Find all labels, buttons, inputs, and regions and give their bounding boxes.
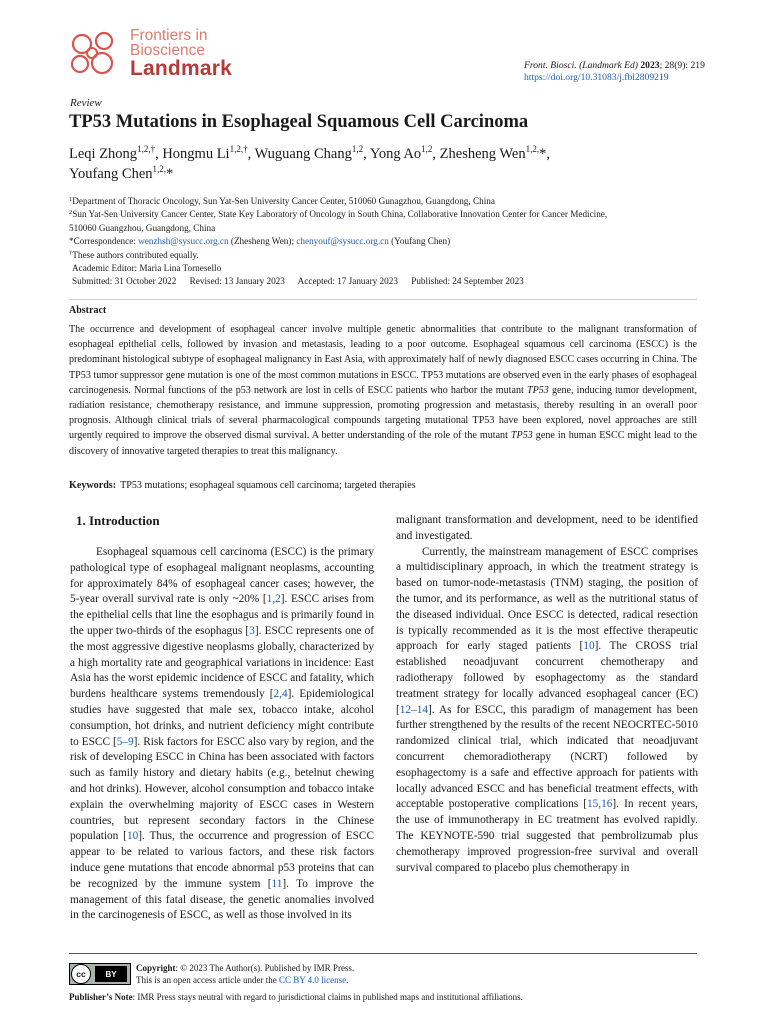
date-published: Published: 24 September 2023 <box>411 276 524 287</box>
keywords: Keywords: TP53 mutations; esophageal squamous cell carcinoma; targeted therapies <box>69 480 416 491</box>
affiliation-2-cont: 510060 Guangzhou, Guangdong, China <box>69 222 216 233</box>
date-revised: Revised: 13 January 2023 <box>189 276 285 287</box>
intro-paragraph-1: Esophageal squamous cell carcinoma (ESCC) is the primary pathological type of esophageal malignant neoplasms, accounting for approximately 84% of esophageal cancer cases; however, the 5-year overall survival rate is only ~20% [1,2]. ESCC arises from the epithelial cells that line the esophagus and is primarily found in the upper two-thirds of the esophagus [3]. ESCC represents one of the most aggressive digestive neoplasms globally, characterized by a high mortality rate and geographical variations in incidence: East Asia has the worst epidemic incidence of ESCC and fatality, which burdens healthcare systems tremendously [2,4]. Epidemiological studies have suggested that male sex, tobacco intake, alcohol consumption, hot drinks, and nutrient deficiency might contribute to ESCC [5–9]. Risk factors for ESCC also vary by region, and the risk of developing ESCC in China has been associated with factors such as family history and dietary habits (e.g., betelnut chewing and hot drinks). However, alcohol consumption and tobacco intake explain the overwhelming majority of ESCC cases in Western countries, but represent secondary factors in the Chinese population [10]. Thus, the occurrence and progression of ESCC appear to be related to various factors, and these risk factors induce gene mutations that encode abnormal p53 proteins that can be recognized by the immune system [11]. To improve the management of this fatal disease, the genetic anomalies involved in the carcinogenesis of ESCC, as well as those involved in its <box>70 546 375 922</box>
doi-link[interactable]: https://doi.org/10.31083/j.fbl2809219 <box>524 71 669 83</box>
journal-name: Front. Biosci. (Landmark Ed) <box>524 60 638 71</box>
author-5: Zhesheng Wen <box>439 146 526 162</box>
logo-line3: Landmark <box>130 57 232 80</box>
ref-link[interactable]: 1,2 <box>266 593 281 606</box>
ref-link[interactable]: 3 <box>249 624 255 637</box>
abstract-text: The occurrence and development of esophageal cancer involve multiple genetic abnormalities that contribute to the malignant transformation of esophageal epithelial cells, followed by invasion and metastasis, leading to a poor outcome. Esophageal squamous cell carcinoma (ESCC) is the predominant histological subtype of esophageal malignancy in East Asia, with approximately half of newly diagnosed ESCC cases occurring in China. The TP53 tumor suppressor gene mutation is one of the most common mutations in ESCC. TP53 mutations are observed even in the early phases of esophageal carcinogenesis. Normal functions of the p53 network are lost in cells of ESCC patients who harbor the mutant TP53 gene, inducing tumor development, radiation resistance, chemotherapy resistance, and immune suppression, promoting progression and metastasis, thereby resulting in an overall poor prognosis. Although clinical trials of several pharmacological compounds targeting mutational TP53 have been explored, novel approaches are still urgently required to improve the observed dismal survival. A better understanding of the role of the mutant TP53 gene in human ESCC might lead to the discovery of innovative targeted therapies to treat this malignancy. <box>69 324 698 457</box>
ref-link[interactable]: 2,4 <box>273 688 288 701</box>
logo-line2: Bioscience <box>130 42 205 59</box>
license-link[interactable]: CC BY 4.0 license <box>278 975 347 985</box>
cc-icon: cc <box>71 964 91 984</box>
intro-paragraph-1-cont: malignant transformation and development, need to be identified and investigated. <box>396 514 698 542</box>
correspondence: *Correspondence: wenzhsh@sysucc.org.cn (Zhesheng Wen); chenyouf@sysucc.org.cn (Youfang Chen) <box>69 236 451 247</box>
intro-paragraph-2: Currently, the mainstream management of ESCC comprises a multidisciplinary approach, in which the treatment strategy is based on tumor-node-metastasis (TNM) staging, the position of the tumor, and its performance, as well as the nutritional status of the diseased individual. Once ESCC is detected, radical resection is typically recommended as it is the most effective therapeutic approach for early staged patients [10]. The CROSS trial established neoadjuvant concurrent chemotherapy and radiotherapy followed by esophagectomy as the standard treatment strategy for locally advanced esophageal cancer (EC) [12–14]. As for ESCC, this paradigm of management has been further strengthened by the results of the recent NEOCRTEC-5010 randomized clinical trial, which indicated that neoadjuvant concurrent chemoradiotherapy (NCRT) followed by esophagectomy is a safe and effective approach for patients with locally advanced ESCC and has beneficial treatment effects, with acceptable postoperative complications [15,16]. In recent years, the use of immunotherapy in EC treatment has evolved rapidly. The KEYNOTE-590 trial suggested that pembrolizumab plus chemotherapy improved progression-free survival and overall survival compared to placebo plus chemotherapy in <box>396 545 699 874</box>
cc-by-license-icon[interactable] <box>69 963 131 985</box>
abstract-divider <box>69 299 697 300</box>
author-1: Leqi Zhong <box>69 146 138 162</box>
author-2: Hongmu Li <box>162 146 230 162</box>
ref-link[interactable]: 5–9 <box>116 735 134 748</box>
email-link-1[interactable]: wenzhsh@sysucc.org.cn <box>138 236 229 247</box>
affiliation-1: $^1$Department of Thoracic Oncology, Sun Yat-Sen University Cancer Center, 510060 Gunagzhou, Guangdong, China <box>69 196 495 206</box>
ref-link[interactable]: 10 <box>583 640 595 653</box>
volume-issue: ; 28(9): 219 <box>659 60 705 71</box>
ref-link[interactable]: 15,16 <box>586 798 613 811</box>
footer-divider <box>69 953 697 954</box>
email-link-2[interactable]: chenyouf@sysucc.org.cn <box>296 236 389 247</box>
logo-line1: Frontiers in <box>130 27 208 44</box>
affiliation-2: $^2$Sun Yat-Sen University Cancer Center, State Key Laboratory of Oncology in South China, Collaborative Innovation Center for Cancer Medicine, <box>69 209 608 220</box>
journal-citation <box>524 60 705 83</box>
article-title: TP53 Mutations in Esophageal Squamous Cell Carcinoma <box>69 112 529 132</box>
by-icon: BY <box>95 966 127 982</box>
abstract-heading: Abstract <box>69 305 107 316</box>
column-left <box>70 545 374 924</box>
author-3: Wuguang Chang <box>254 146 352 162</box>
ref-link[interactable]: 12–14 <box>399 703 429 716</box>
author-4: Yong Ao <box>369 146 422 162</box>
author-6: Youfang Chen <box>69 166 153 182</box>
copyright-notice: Copyright: © 2023 The Author(s). Published by IMR Press. This is an open access article under the CC BY 4.0 license. <box>136 963 355 985</box>
article-type: Review <box>70 97 102 109</box>
date-submitted: Submitted: 31 October 2022 <box>72 276 177 287</box>
academic-editor: Academic Editor: Maria Lina Tornesello <box>72 263 222 274</box>
affiliations <box>69 195 709 289</box>
journal-year: 2023 <box>640 60 660 71</box>
author-list: Leqi Zhong$^{1,2,\dagger}$, Hongmu $Li^{1,2,\dagger}$, Wuguang Chang$^{1,2}$, Yong Ao$^{1,2}$, Zhesheng Wen$^{1,2,}$*, Youfang Chen$^{1,2,}$* <box>69 144 550 182</box>
section-heading-introduction: 1. Introduction <box>76 513 160 528</box>
ref-link[interactable]: 11 <box>271 877 283 890</box>
journal-logo <box>68 28 268 83</box>
date-accepted: Accepted: 17 January 2023 <box>297 276 398 287</box>
article-dates <box>69 275 709 288</box>
publisher-note: Publisher’s Note: IMR Press stays neutral with regard to jurisdictional claims in published maps and institutional affiliations. <box>69 992 523 1002</box>
column-right <box>396 513 698 876</box>
ref-link[interactable]: 10 <box>126 830 139 843</box>
equal-contribution: †These authors contributed equally. <box>69 249 199 260</box>
logo-mark-icon <box>68 30 124 78</box>
